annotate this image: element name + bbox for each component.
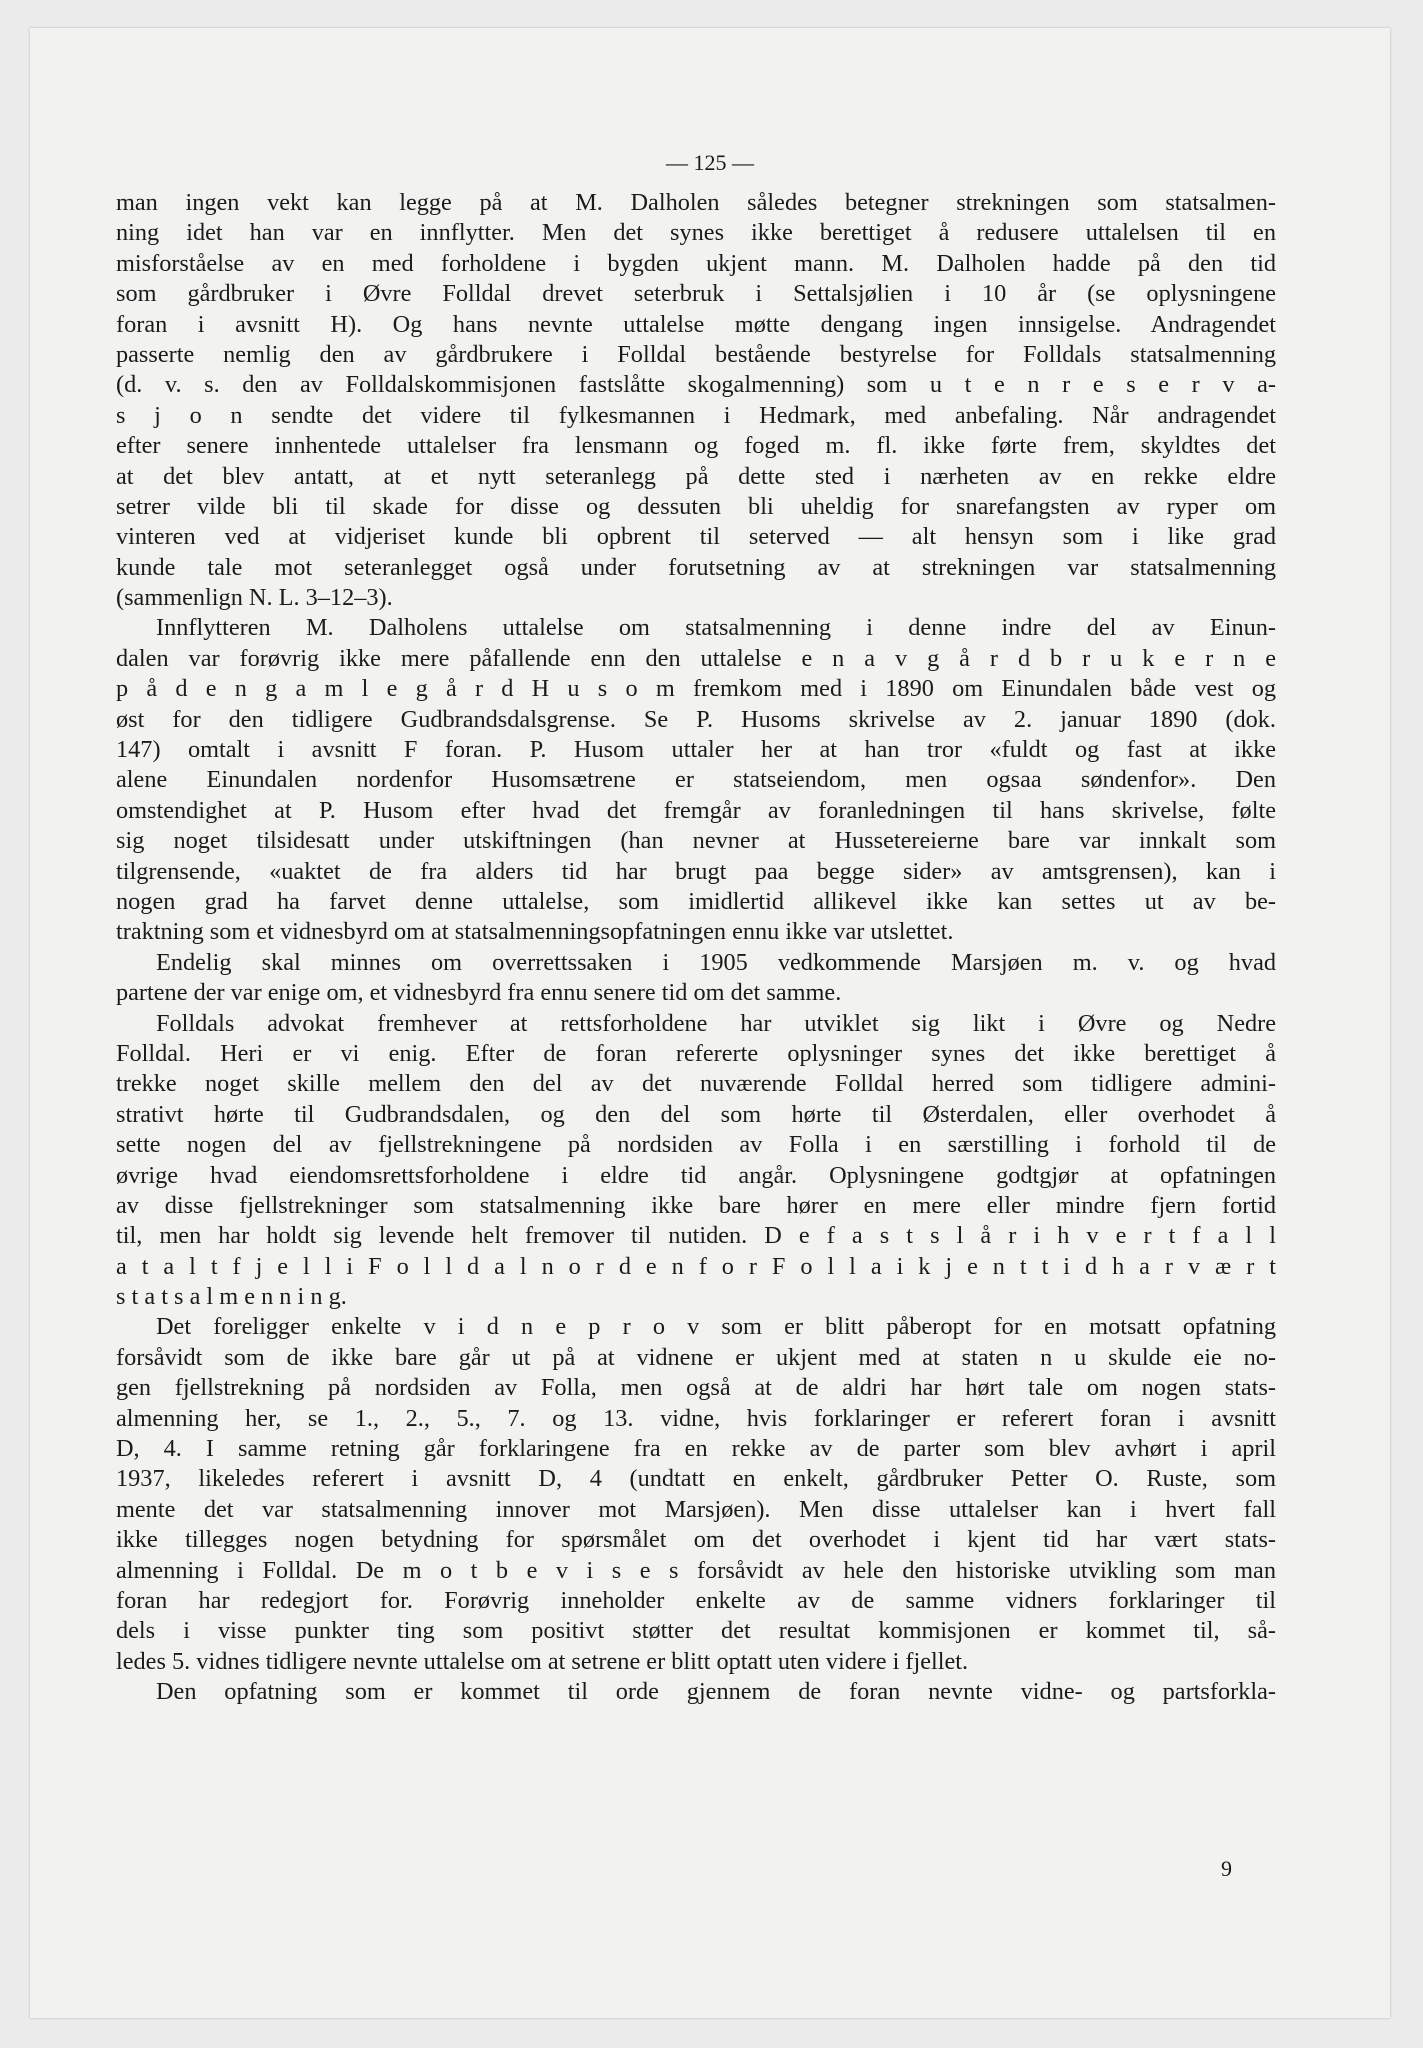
text-line: tilgrensende, «uaktet de fra alders tid har brugt paa begge sider» av amtsgrensen), kan i [116,857,1276,885]
text-line: dalen var forøvrig ikke mere påfallende enn den uttalelse e n a v g å r d b r u k e r n e [116,644,1276,672]
text-line: omstendighet at P. Husom efter hvad det fremgår av foranledningen til hans skrivelse, følte [116,796,1276,824]
text-line: almenning i Folldal. De m o t b e v i s e s forsåvidt av hele den historiske utvikling som man [116,1556,1276,1584]
text-line: til, men har holdt sig levende helt fremover til nutiden. D e f a s t s l å r i h v e r t f a l l [116,1222,1276,1250]
text-line: almenning her, se 1., 2., 5., 7. og 13. vidne, hvis forklaringer er referert foran i avsnitt [116,1404,1276,1432]
text-line: sette nogen del av fjellstrekningene på nordsiden av Folla i en særstilling i forhold til de [116,1131,1276,1159]
text-line: 1937, likeledes referert i avsnitt D, 4 (undtatt en enkelt, gårdbruker Petter O. Ruste, som [116,1465,1276,1493]
text-line: setrer vilde bli til skade for disse og dessuten bli uheldig for snarefangsten av ryper om [116,492,1276,520]
text-line: p å d e n g a m l e g å r d H u s o m fremkom med i 1890 om Einundalen både vest og [116,675,1276,703]
text-line: Det foreligger enkelte v i d n e p r o v som er blitt påberopt for en motsatt opfatning [156,1313,1276,1341]
document-page [30,28,1390,2018]
text-line: D, 4. I samme retning går forklaringene fra en rekke av de parter som blev avhørt i april [116,1435,1276,1463]
text-line: passerte nemlig den av gårdbrukere i Folldal bestående bestyrelse for Folldals statsalmenning [116,340,1276,368]
text-line: Endelig skal minnes om overrettssaken i 1905 vedkommende Marsjøen m. v. og hvad [156,948,1276,976]
text-line: at det blev antatt, at et nytt seteranlegg på dette sted i nærheten av en rekke eldre [116,462,1276,490]
text-line: gen fjellstrekning på nordsiden av Folla, men også at de aldri har hørt tale om nogen stats- [116,1374,1276,1402]
text-line: ledes 5. vidnes tidligere nevnte uttalelse om at setrene er blitt optatt uten videre i fjellet. [116,1647,969,1675]
text-line: dels i visse punkter ting som positivt støtter det resultat kommisjonen er kommet til, så- [116,1617,1276,1645]
text-line: foran har redegjort for. Forøvrig inneholder enkelte av de samme vidners forklaringer til [116,1586,1276,1614]
text-line: strativt hørte til Gudbrandsdalen, og den del som hørte til Østerdalen, eller overhodet å [116,1100,1276,1128]
text-line: a t a l t f j e l l i F o l l d a l n o r d e n f o r F o l l a i k j e n t t i d h a r v æ r t [116,1252,1276,1280]
text-line: øvrige hvad eiendomsrettsforholdene i eldre tid angår. Oplysningene godtgjør at opfatningen [116,1161,1276,1189]
text-line: foran i avsnitt H). Og hans nevnte uttalelse møtte dengang ingen innsigelse. Andragendet [116,310,1276,338]
text-line: 147) omtalt i avsnitt F foran. P. Husom uttaler her at han tror «fuldt og fast at ikke [116,736,1276,764]
page-number: — 125 — [666,150,754,175]
text-line: alene Einundalen nordenfor Husomsætrene er statseiendom, men ogsaa søndenfor». Den [116,766,1276,794]
text-line: Folldal. Heri er vi enig. Efter de foran refererte oplysninger synes det ikke berettiget å [116,1039,1276,1067]
text-line: s t a t s a l m e n n i n g. [116,1283,347,1311]
text-line: partene der var enige om, et vidnesbyrd fra ennu senere tid om det samme. [116,979,842,1007]
text-line: vinteren ved at vidjeriset kunde bli opbrent til seterved — alt hensyn som i like grad [116,523,1276,551]
text-line: ning idet han var en innflytter. Men det synes ikke berettiget å redusere uttalelsen til en [116,219,1276,247]
text-line: (sammenlign N. L. 3–12–3). [116,584,393,612]
text-line: nogen grad ha farvet denne uttalelse, som imidlertid allikevel ikke kan settes ut av be- [116,887,1276,915]
text-line: sig noget tilsidesatt under utskiftningen (han nevner at Hussetereierne bare var innkalt som [116,827,1276,855]
text-line: øst for den tidligere Gudbrandsdalsgrense. Se P. Husoms skrivelse av 2. januar 1890 (dok. [116,705,1276,733]
text-line: kunde tale mot seteranlegget også under forutsetning av at strekningen var statsalmenning [116,553,1276,581]
text-line: av disse fjellstrekninger som statsalmenning ikke bare hører en mere eller mindre fjern fortid [116,1191,1276,1219]
text-line: Innflytteren M. Dalholens uttalelse om statsalmenning i denne indre del av Einun- [156,614,1276,642]
text-line: (d. v. s. den av Folldalskommisjonen fastslåtte skogalmenning) som u t e n r e s e r v a- [116,371,1276,399]
body-text [116,188,1276,1708]
text-line: Folldals advokat fremhever at rettsforholdene har utviklet sig likt i Øvre og Nedre [156,1009,1276,1037]
text-line: som gårdbruker i Øvre Folldal drevet seterbruk i Settalsjølien i 10 år (se oplysningene [116,280,1276,308]
text-line: efter senere innhentede uttalelser fra lensmann og foged m. fl. ikke førte frem, skyldtes det [116,432,1276,460]
text-line: trekke noget skille mellem den del av det nuværende Folldal herred som tidligere admini- [116,1070,1276,1098]
text-line: traktning som et vidnesbyrd om at statsalmenningsopfatningen ennu ikke var utslettet. [116,918,954,946]
text-line: man ingen vekt kan legge på at M. Dalholen således betegner strekningen som statsalmen- [116,189,1276,216]
text-line: Den opfatning som er kommet til orde gjennem de foran nevnte vidne- og partsforkla- [156,1678,1276,1706]
text-line: mente det var statsalmenning innover mot Marsjøen). Men disse uttalelser kan i hvert fall [116,1495,1276,1523]
text-line: ikke tillegges nogen betydning for spørsmålet om det overhodet i kjent tid har vært stats- [116,1526,1276,1554]
signature-mark: 9 [1221,1856,1232,1881]
text-line: s j o n sendte det videre til fylkesmannen i Hedmark, med anbefaling. Når andragendet [116,401,1276,429]
text-line: forsåvidt som de ikke bare går ut på at vidnene er ukjent med at staten n u skulde eie no- [116,1343,1276,1371]
text-line: misforståelse av en med forholdene i bygden ukjent mann. M. Dalholen hadde på den tid [116,249,1276,277]
